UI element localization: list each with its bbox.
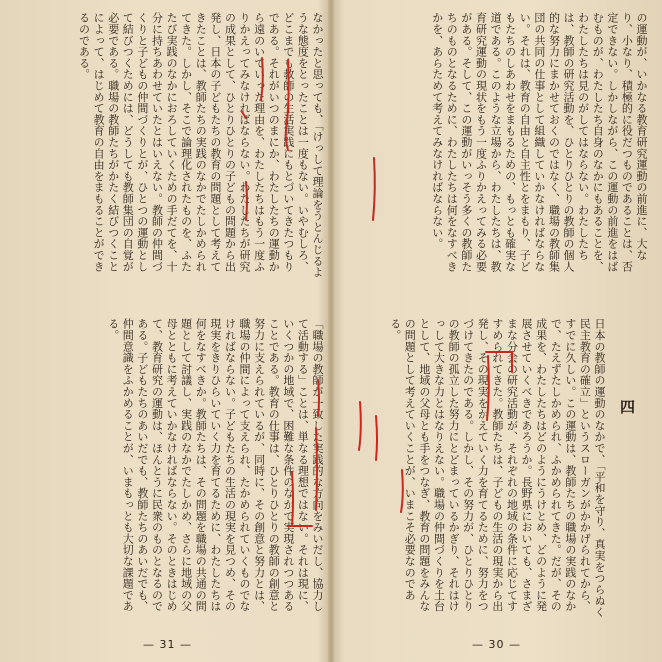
left-page-top-text: なかったと思っても、「けっして理論をうとんじるような態度をとったことは一度もない。いやむしろ、どこまでも教師の生活実践にもとづいてきたつもりである。それがいつのまにか、わたしたちの運動から遠のいていった理由を、わたしたちはもう一度ふりかえってみなければならない。わたしたちが研究の成果として、ひとりひとりの子どもの問題から出発し、日本の子どもたちの教育の問題として考えてきたことは、教師たちの実践のなかでたしかめられてきた。しかし、そこで論理化されたものを、ふたたび実践のなかにおろしていくための手だてを、十分に持ちあわせていたとはいえない。教師の仲間づくりと子どもの仲間づくりとが、ひとつの運動として結びつくためには、どうしても教師集団の自覚が必要である。職場の教師たちがかたく結びつくことによって、はじめて教育の自由をまもることができるのである。	[77, 12, 324, 278]
right-page-number: — 30 —	[472, 638, 521, 651]
section-number: 四	[620, 398, 636, 416]
right-page-top-column	[346, 12, 648, 282]
left-page-bottom-text: 「職場の教師が一致した実践的な方向をみいだし、協力して活動する」ことは、単なる理想ではない。それは現に、いくつかの地域で、困難な条件のなかで実現されつつあることである。教育の仕事は、ひとりひとりの教師の創意と努力に支えられているが、同時に、その創意と努力とは、職場の仲間によって支えられ、たかめられていくものでなければならない。子どもたちの生活の現実を見つめ、その現実をきりひらいていく力を育てるために、わたしたちは何をなすべきか。教師たちは、その問題を職場の共通の問題として討議し、実践のなかでたしかめ、さらに地域の父母とともに考えていかなければならない。そのときはじめて、教育研究の運動は、ほんとうに民衆のものとなるのである。子どもたちのあいだでも、教師たちのあいだでも、仲間意識をふかめることが、いまもっとも大切な課題である。	[106, 318, 324, 612]
left-page-bottom-column	[12, 318, 324, 618]
right-page-bottom-column	[346, 318, 606, 618]
right-page-bottom-text: 日本の教師の運動のなかで、「平和を守り、真実をつらぬく民主教育の確立」というスローガンがかかげられてから、すでに久しい。この運動は、教師たちの職場の実践のなかで、たえずたしかめられ、ふかめられてきた。だが、その成果を、わたしたちはどのようにうけとめ、どのように発展させていくべきであろうか。長野県においても、さまざまな分会の研究活動が、それぞれの地域の条件に応じてすすめられてきた。教師たちは、子どもの生活の現実から出発し、その現実をかえていく力を育てるために、努力をつづけてきたのである。しかし、その努力が、ひとりひとりの教師の孤立した努力にとどまっているかぎり、それはけっして大きな力とはなりえない。職場の仲間づくりを土台として、地域の父母とも手をつなぎ、教育の問題をみんなの問題として考えていくことが、いまこそ必要なのである。	[388, 318, 606, 618]
left-page-top-column	[12, 12, 324, 282]
right-page-top-text: の運動が、いかなる教育研究運動の前進に、大なり、小なり、積極的に役だつものであることは、否定できない。しかしながら、この運動の前進をはばむものが、わたしたち自身のなかにもあることを、わたしたちは見のがしてはならない。わたしたちは、教師の研究活動を、ひとりひとりの教師の個人的な努力にまかせておくのではなく、職場の教師集団の共同の仕事として組織していかなければならない。それは、教育の自由と自主性とをまもり、子どもたちのしあわせをまもるための、もっとも確実な道である。このような立場から、わたしたちは、教育研究運動の現状をもう一度ふりかえってみる必要がある。そして、この運動がいっそう多くの教師たちのものとなるために、わたしたちは何をなすべきかを、あらためて考えてみなければならない。	[430, 12, 648, 272]
right-page	[332, 0, 662, 662]
left-page-number: — 31 —	[143, 638, 192, 651]
left-page	[0, 0, 330, 662]
